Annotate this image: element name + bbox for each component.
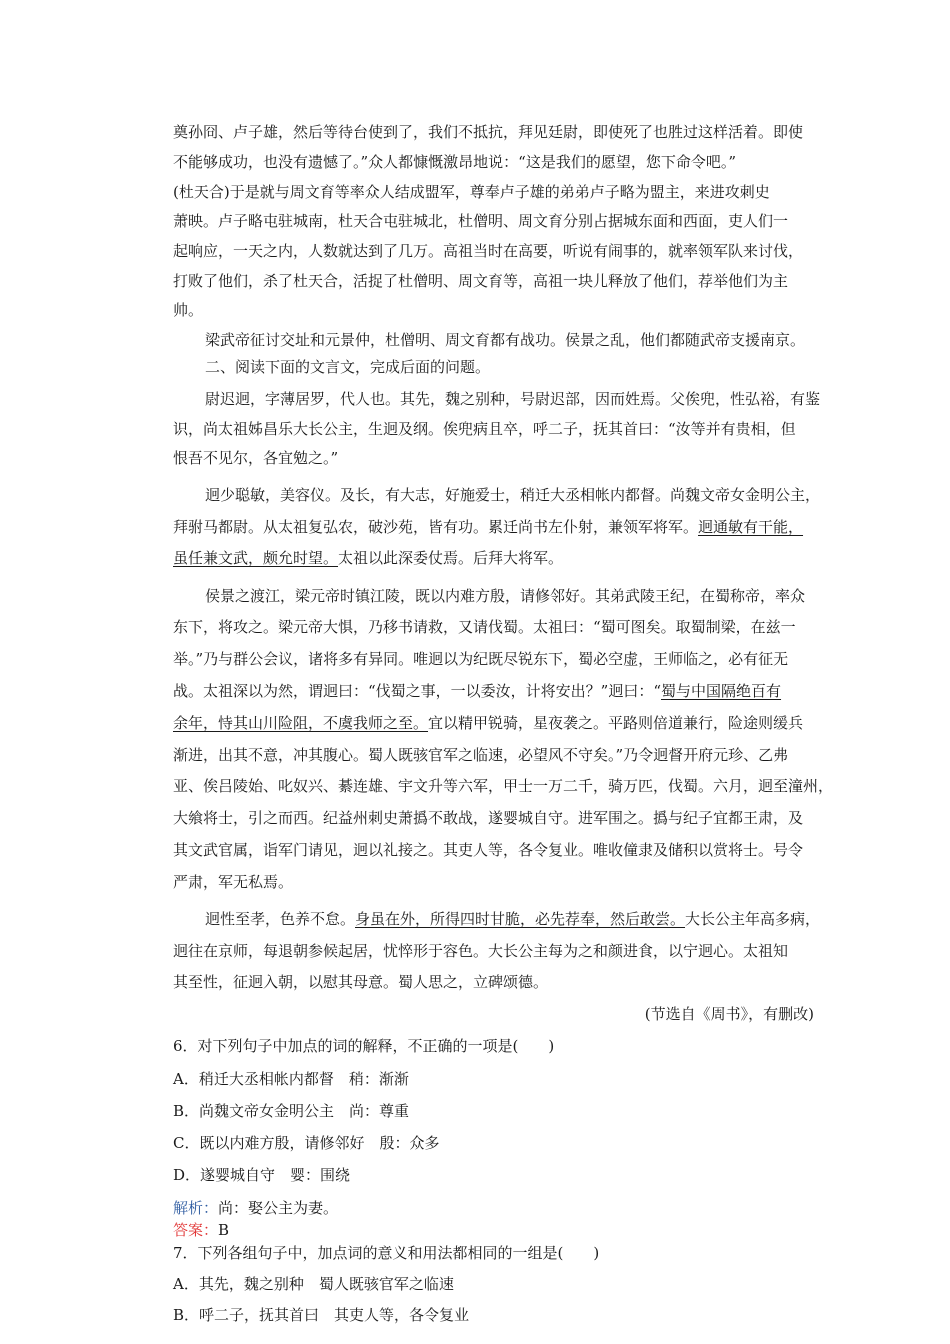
answer — [173, 1220, 229, 1240]
text-line: 梁武帝征讨交址和元景仲，杜僧明、周文育都有战功。侯景之乱，他们都随武帝支援南京。 — [205, 331, 806, 349]
text-line — [205, 909, 820, 929]
text-line: 亚、俟吕陵始、叱奴兴、綦连雄、宇文升等六军，甲士一万二千，骑万匹，伐蜀。六月，迥至潼州， — [173, 777, 834, 795]
text-line: 渐进，出其不意，冲其腹心。蜀人既骇官军之临速，必望风不守矣。”乃令迥督开府元珍、乙弗 — [173, 746, 789, 764]
source-note: (节选自《周书》，有删改) — [644, 1005, 814, 1023]
text-line: 举。”乃与群公会议，诸将多有异同。唯迥以为纪既尽锐东下，蜀必空虚，王师临之，必有征无 — [173, 650, 789, 668]
text-line: 迥少聪敏，美容仪。及长，有大志，好施爱士，稍迁大丞相帐内都督。尚魏文帝女金明公主， — [205, 486, 821, 504]
text-line: 帅。 — [173, 301, 204, 319]
text-segment: 拜驸马都尉。从太祖复弘农，破沙苑，皆有功。累迁尚书左仆射，兼领军将军。 — [173, 518, 699, 536]
answer-text: B — [218, 1221, 230, 1239]
text-line — [173, 517, 803, 537]
text-line: 打败了他们，杀了杜天合，活捉了杜僧明、周文育等，高祖一块儿释放了他们，荐举他们为主 — [173, 272, 789, 290]
text-line: 大飨将士，引之而西。纪益州刺史萧撝不敢战，遂婴城自守。进军围之。撝与纪子宜都王肃，及 — [173, 809, 804, 827]
underlined-sentence: 身虽在外，所得四时甘脆，必先荐奉，然后敢尝。 — [355, 910, 686, 928]
text-line: 严肃，军无私焉。 — [173, 873, 294, 891]
text-segment: 宜以精甲锐骑，星夜袭之。平路则倍道兼行，险途则缓兵 — [428, 714, 804, 732]
underlined-sentence: 迥通敏有干能， — [698, 518, 804, 536]
text-line — [173, 681, 781, 701]
answer-label: 答案： — [173, 1221, 219, 1239]
text-segment: 大长公主年高多病， — [685, 910, 821, 928]
text-line: 不能够成功，也没有遗憾了。”众人都慷慨激昂地说：“这是我们的愿望，您下命令吧。” — [173, 153, 737, 171]
analysis-text: 尚：娶公主为妻。 — [218, 1199, 339, 1217]
text-line: 尉迟迥，字薄居罗，代人也。其先，魏之别种，号尉迟部，因而姓焉。父俟兜，性弘裕，有鉴 — [205, 390, 821, 408]
text-line: 迥往在京师，每退朝参候起居，忧悴形于容色。大长公主每为之和颜进食，以宁迥心。太祖知 — [173, 942, 789, 960]
text-segment: 战。太祖深以为然，谓迥曰：“伐蜀之事，一以委汝，计将安出？”迥曰：“ — [173, 682, 662, 700]
text-segment: 太祖以此深委仗焉。后拜大将军。 — [338, 549, 564, 567]
text-line: 恨吾不见尔，各宜勉之。” — [173, 449, 339, 467]
text-line: 奠孙冏、卢子雄，然后等待台使到了，我们不抵抗，拜见廷尉，即使死了也胜过这样活着。即使 — [173, 123, 804, 141]
text-line — [173, 713, 803, 733]
analysis-label: 解析： — [173, 1199, 219, 1217]
text-line: (杜天合)于是就与周文育等率众人结成盟军，尊奉卢子雄的弟弟卢子略为盟主，来进攻刺史 — [173, 183, 770, 201]
option-b: B．呼二子，抚其首曰 其吏人等，各令复业 — [173, 1306, 470, 1324]
text-line — [173, 548, 563, 568]
underlined-sentence: 余年，恃其山川险阻，不虞我师之至。 — [173, 714, 429, 732]
analysis — [173, 1198, 338, 1218]
text-line: 其文武官属，诣军门请见，迥以礼接之。其吏人等，各令复业。唯收僮隶及储积以赏将士。号令 — [173, 841, 804, 859]
option-a: A．其先，魏之别种 蜀人既骇官军之临速 — [173, 1275, 454, 1293]
text-line: 起响应，一天之内，人数就达到了几万。高祖当时在高要，听说有闹事的，就率领军队来讨伐， — [173, 242, 804, 260]
underlined-sentence: 虽任兼文武，颇允时望。 — [173, 549, 339, 567]
option-b: B．尚魏文帝女金明公主 尚：尊重 — [173, 1102, 410, 1120]
text-segment: 迥性至孝，色养不怠。 — [205, 910, 356, 928]
question-stem: 7．下列各组句子中，加点词的意义和用法都相同的一组是( ) — [173, 1244, 600, 1262]
option-d: D．遂婴城自守 婴：围绕 — [173, 1166, 351, 1184]
section-heading: 二、阅读下面的文言文，完成后面的问题。 — [205, 358, 491, 376]
text-line: 东下，将攻之。梁元帝大惧，乃移书请救，又请伐蜀。太祖曰：“蜀可图矣。取蜀制梁，在兹一 — [173, 618, 796, 636]
text-line: 识，尚太祖姊昌乐大长公主，生迥及纲。俟兜病且卒，呼二子，抚其首曰：“汝等并有贵相，但 — [173, 420, 796, 438]
question-stem: 6．对下列句子中加点的词的解释，不正确的一项是( ) — [173, 1037, 555, 1055]
underlined-sentence: 蜀与中国隔绝百有 — [661, 682, 782, 700]
text-line: 萧映。卢子略屯驻城南，杜天合屯驻城北，杜僧明、周文育分别占据城东面和西面，吏人们一 — [173, 212, 789, 230]
text-line: 其至性，征迥入朝，以慰其母意。蜀人思之，立碑颂德。 — [173, 973, 549, 991]
option-c: C．既以内难方殷，请修邻好 殷：众多 — [173, 1134, 440, 1152]
text-line: 侯景之渡江，梁元帝时镇江陵，既以内难方殷，请修邻好。其弟武陵王纪，在蜀称帝，率众 — [205, 587, 806, 605]
option-a: A．稍迁大丞相帐内都督 稍：渐渐 — [173, 1070, 409, 1088]
